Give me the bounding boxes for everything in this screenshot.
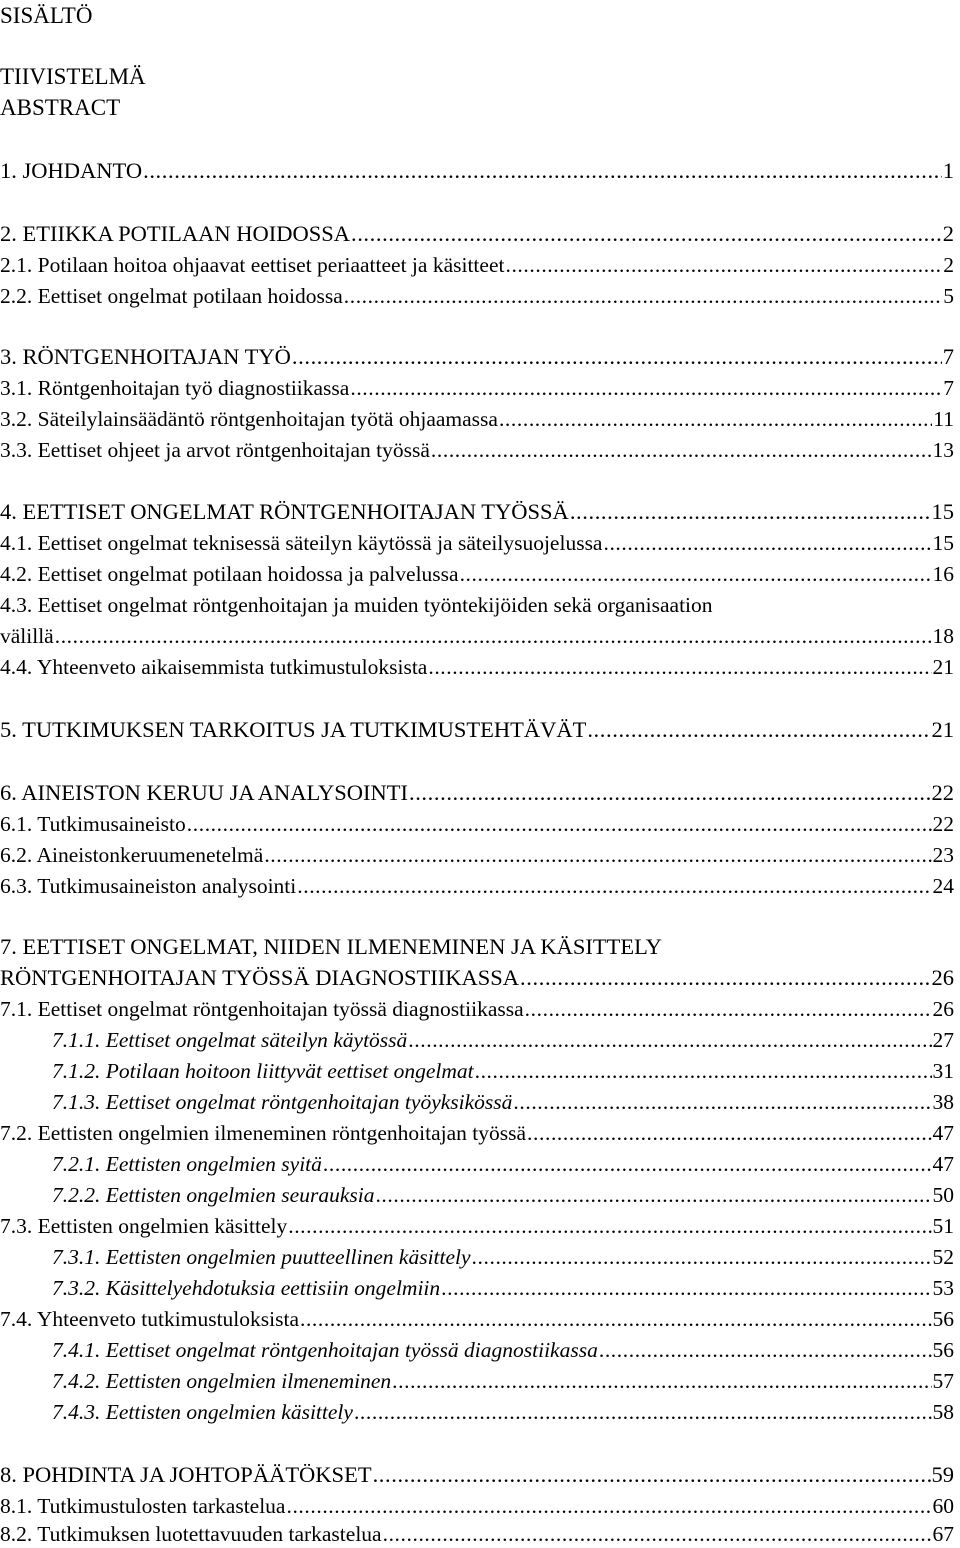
toc-entry-label: 7.2.1. Eettisten ongelmien syitä [52, 1152, 322, 1176]
toc-entry-label: 6.3. Tutkimusaineiston analysointi [0, 874, 297, 898]
toc-entry-page: 56 [932, 1338, 954, 1362]
leader-dots [392, 1367, 931, 1395]
toc-entry-6-2[interactable] [0, 841, 960, 869]
toc-entry-7-4-3[interactable] [0, 1398, 960, 1426]
toc-entry-8-2[interactable] [0, 1520, 960, 1548]
toc-entry-7-2-1[interactable] [0, 1150, 960, 1178]
leader-dots [300, 1305, 932, 1333]
toc-entry-page: 16 [932, 562, 954, 586]
toc-entry-label: 2. ETIIKKA POTILAAN HOIDOSSA [0, 221, 350, 246]
toc-entry-page: 15 [932, 531, 954, 555]
toc-entry-page: 67 [932, 1522, 954, 1546]
toc-entry-page: 31 [932, 1059, 954, 1083]
toc-entry-7-1-2[interactable] [0, 1057, 960, 1085]
toc-entry-label: 7.4.2. Eettisten ongelmien ilmeneminen [52, 1369, 392, 1393]
toc-entry-8[interactable] [0, 1461, 960, 1489]
leader-dots [286, 1492, 931, 1520]
toc-entry-8-1[interactable] [0, 1492, 960, 1520]
toc-entry-4-2[interactable] [0, 560, 960, 588]
toc-entry-label: 3. RÖNTGENHOITAJAN TYÖ [0, 344, 291, 369]
toc-entry-label: 4.2. Eettiset ongelmat potilaan hoidossa ja palvelussa [0, 562, 459, 586]
toc-entry-6-3[interactable] [0, 872, 960, 900]
toc-entry-label: 7.3.2. Käsittelyehdotuksia eettisiin ongelmiin [52, 1276, 441, 1300]
toc-entry-page: 59 [931, 1462, 954, 1487]
toc-entry-label: 2.2. Eettiset ongelmat potilaan hoidossa [0, 284, 343, 308]
leader-dots [264, 841, 931, 869]
leader-dots [587, 716, 930, 744]
toc-entry-continuation: välillä [0, 624, 54, 648]
leader-dots [599, 1336, 932, 1364]
front-matter-abstract-en: ABSTRACT [0, 95, 121, 120]
toc-entry-page: 26 [932, 997, 954, 1021]
leader-dots [525, 995, 932, 1023]
toc-entry-1[interactable] [0, 157, 960, 185]
toc-entry-page: 38 [932, 1090, 954, 1114]
toc-entry-page: 11 [933, 407, 954, 431]
toc-entry-7-1[interactable] [0, 995, 960, 1023]
toc-entry-2[interactable] [0, 220, 960, 248]
toc-entry-7-label[interactable]: 7. EETTISET ONGELMAT, NIIDEN ILMENEMINEN JA KÄSITTELY [0, 934, 662, 959]
toc-entry-page: 22 [932, 812, 954, 836]
toc-entry-7-4-2[interactable] [0, 1367, 960, 1395]
toc-entry-page: 2 [942, 221, 954, 246]
toc-entry-page: 60 [932, 1494, 954, 1518]
toc-entry-label: 7.2.2. Eettisten ongelmien seurauksia [52, 1183, 375, 1207]
toc-entry-page: 24 [932, 874, 954, 898]
toc-entry-7-4-1[interactable] [0, 1336, 960, 1364]
leader-dots [520, 964, 930, 992]
toc-entry-7-3[interactable] [0, 1212, 960, 1240]
toc-entry-label: 7.1. Eettiset ongelmat röntgenhoitajan työssä diagnostiikassa [0, 997, 524, 1021]
toc-entry-label: 3.3. Eettiset ohjeet ja arvot röntgenhoitajan työssä [0, 438, 430, 462]
toc-entry-page: 15 [931, 499, 954, 524]
toc-entry-label: 8. POHDINTA JA JOHTOPÄÄTÖKSET [0, 1462, 372, 1487]
leader-dots [499, 405, 932, 433]
toc-entry-7-1-3[interactable] [0, 1088, 960, 1116]
toc-entry-label: 3.1. Röntgenhoitajan työ diagnostiikassa [0, 376, 350, 400]
toc-entry-3[interactable] [0, 343, 960, 371]
leader-dots [431, 436, 932, 464]
toc-entry-label: 7.4.3. Eettisten ongelmien käsittely [52, 1400, 353, 1424]
toc-entry-page: 23 [932, 843, 954, 867]
toc-entry-page: 26 [931, 965, 954, 990]
toc-entry-7[interactable] [0, 964, 960, 992]
toc-entry-3-1[interactable] [0, 374, 960, 402]
toc-entry-continuation: RÖNTGENHOITAJAN TYÖSSÄ DIAGNOSTIIKASSA [0, 965, 520, 990]
leader-dots [373, 1461, 931, 1489]
page-title: SISÄLTÖ [0, 3, 93, 28]
toc-entry-page: 51 [932, 1214, 954, 1238]
toc-entry-5[interactable] [0, 716, 960, 744]
leader-dots [292, 343, 942, 371]
toc-entry-page: 5 [943, 284, 954, 308]
toc-entry-label: 8.1. Tutkimustulosten tarkastelua [0, 1494, 286, 1518]
leader-dots [408, 1026, 931, 1054]
toc-entry-7-2[interactable] [0, 1119, 960, 1147]
toc-entry-3-3[interactable] [0, 436, 960, 464]
leader-dots [375, 1181, 931, 1209]
leader-dots [570, 498, 931, 526]
toc-entry-7-4[interactable] [0, 1305, 960, 1333]
toc-entry-page: 50 [932, 1183, 954, 1207]
toc-entry-label: 3.2. Säteilylainsäädäntö röntgenhoitajan työtä ohjaamassa [0, 407, 498, 431]
toc-entry-4-4[interactable] [0, 653, 960, 681]
toc-entry-label: 4.1. Eettiset ongelmat teknisessä säteilyn käytössä ja säteilysuojelussa [0, 531, 603, 555]
toc-entry-page: 18 [932, 624, 954, 648]
toc-entry-2-2[interactable] [0, 282, 960, 310]
toc-entry-2-1[interactable] [0, 251, 960, 279]
toc-entry-3-2[interactable] [0, 405, 960, 433]
toc-entry-page: 7 [942, 344, 954, 369]
toc-entry-page: 21 [931, 717, 954, 742]
toc-entry-label: 4. EETTISET ONGELMAT RÖNTGENHOITAJAN TYÖSSÄ [0, 499, 569, 524]
front-matter-abstract-fi: TIIVISTELMÄ [0, 64, 146, 89]
leader-dots [288, 1212, 931, 1240]
leader-dots [351, 220, 942, 248]
leader-dots [344, 282, 943, 310]
leader-dots [603, 529, 931, 557]
leader-dots [143, 157, 942, 185]
toc-entry-7-3-1[interactable] [0, 1243, 960, 1271]
leader-dots [527, 1119, 931, 1147]
toc-entry-4-3[interactable] [0, 622, 960, 650]
toc-entry-page: 52 [932, 1245, 954, 1269]
toc-entry-page: 2 [943, 253, 954, 277]
toc-entry-page: 7 [943, 376, 954, 400]
toc-entry-label: 4.4. Yhteenveto aikaisemmista tutkimustuloksista [0, 655, 428, 679]
toc-entry-label: 7.3. Eettisten ongelmien käsittely [0, 1214, 288, 1238]
leader-dots [187, 810, 932, 838]
toc-entry-page: 27 [932, 1028, 954, 1052]
leader-dots [428, 653, 931, 681]
toc-entry-6[interactable] [0, 779, 960, 807]
leader-dots [472, 1243, 932, 1271]
leader-dots [409, 779, 931, 807]
toc-entry-label: 7.4. Yhteenveto tutkimustuloksista [0, 1307, 299, 1331]
toc-entry-7-3-2[interactable] [0, 1274, 960, 1302]
toc-entry-label: 7.1.3. Eettiset ongelmat röntgenhoitajan työyksikössä [52, 1090, 513, 1114]
leader-dots [475, 1057, 932, 1085]
toc-entry-page: 56 [932, 1307, 954, 1331]
toc-entry-page: 57 [932, 1369, 954, 1393]
toc-entry-page: 13 [932, 438, 954, 462]
toc-entry-label: 7.1.2. Potilaan hoitoon liittyvät eettiset ongelmat [52, 1059, 474, 1083]
toc-entry-page: 53 [932, 1276, 954, 1300]
leader-dots [323, 1150, 932, 1178]
toc-entry-label: 5. TUTKIMUKSEN TARKOITUS JA TUTKIMUSTEHTÄVÄT [0, 717, 587, 742]
toc-entry-label: 6.1. Tutkimusaineisto [0, 812, 186, 836]
toc-entry-4-1[interactable] [0, 529, 960, 557]
leader-dots [297, 872, 931, 900]
toc-entry-label: 1. JOHDANTO [0, 158, 143, 183]
toc-entry-label: 6.2. Aineistonkeruumenetelmä [0, 843, 264, 867]
leader-dots [505, 251, 942, 279]
toc-entry-label: 2.1. Potilaan hoitoa ohjaavat eettiset periaatteet ja käsitteet [0, 253, 505, 277]
toc-entry-page: 21 [932, 655, 954, 679]
toc-entry-page: 22 [931, 780, 954, 805]
toc-entry-7-2-2[interactable] [0, 1181, 960, 1209]
toc-entry-4[interactable] [0, 498, 960, 526]
leader-dots [350, 374, 942, 402]
toc-entry-label: 8.2. Tutkimuksen luotettavuuden tarkastelua [0, 1522, 382, 1546]
toc-entry-label: 7.2. Eettisten ongelmien ilmeneminen röntgenhoitajan työssä [0, 1121, 527, 1145]
toc-entry-label: 7.4.1. Eettiset ongelmat röntgenhoitajan työssä diagnostiikassa [52, 1338, 598, 1362]
leader-dots [383, 1520, 932, 1548]
toc-entry-label: 6. AINEISTON KERUU JA ANALYSOINTI [0, 780, 408, 805]
toc-entry-page: 58 [932, 1400, 954, 1424]
leader-dots [354, 1398, 932, 1426]
toc-entry-6-1[interactable] [0, 810, 960, 838]
leader-dots [460, 560, 932, 588]
toc-entry-4-3-label[interactable]: 4.3. Eettiset ongelmat röntgenhoitajan ja muiden työntekijöiden sekä organisaation [0, 593, 713, 617]
toc-entry-page: 1 [942, 158, 954, 183]
toc-entry-7-1-1[interactable] [0, 1026, 960, 1054]
leader-dots [55, 622, 932, 650]
toc-entry-page: 47 [932, 1121, 954, 1145]
leader-dots [513, 1088, 931, 1116]
toc-entry-page: 47 [932, 1152, 954, 1176]
toc-entry-label: 7.1.1. Eettiset ongelmat säteilyn käytössä [52, 1028, 408, 1052]
toc-entry-label: 7.3.1. Eettisten ongelmien puutteellinen käsittely [52, 1245, 471, 1269]
leader-dots [441, 1274, 931, 1302]
